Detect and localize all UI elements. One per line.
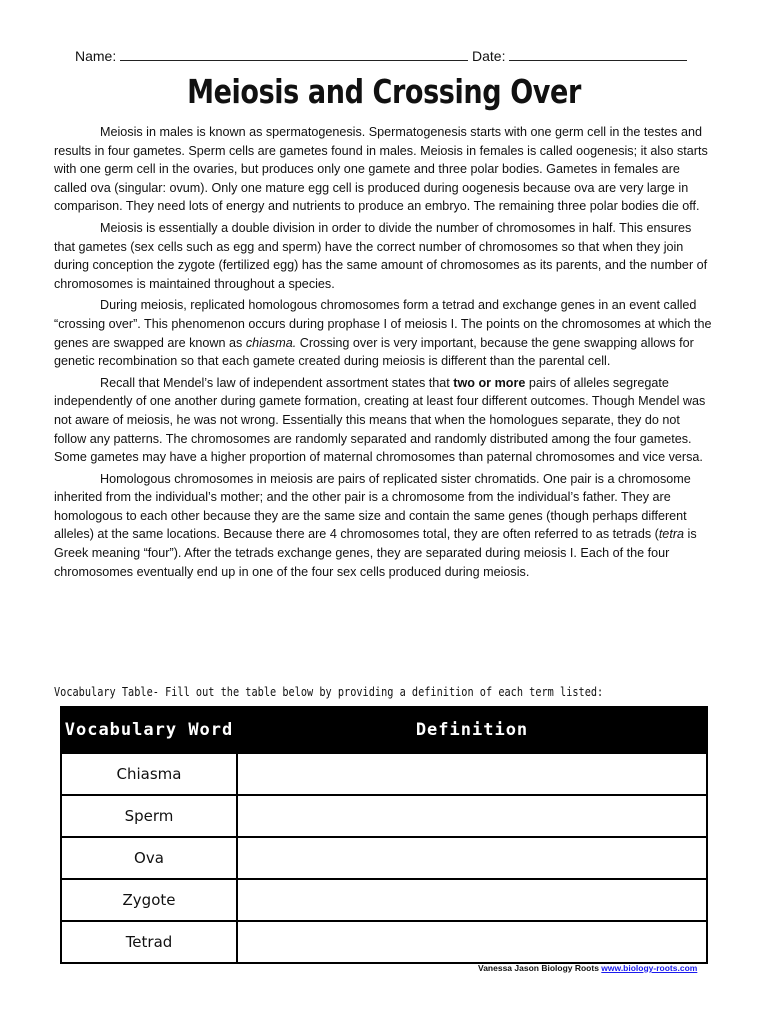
- vocab-word: Ova: [61, 837, 237, 879]
- paragraph-3-text-b: Crossing over is very important, because the gene swapping allows for genetic recombination so that each gamete created during meiosis is different than the parental cell.: [54, 335, 694, 369]
- definition-cell[interactable]: [237, 879, 707, 921]
- paragraph-4: [54, 374, 714, 467]
- definition-cell[interactable]: [237, 921, 707, 963]
- col-header-word: Vocabulary Word: [61, 707, 237, 753]
- table-row: [61, 795, 707, 837]
- paragraph-3: [54, 296, 714, 370]
- paragraph-4-text-a: Recall that Mendel’s law of independent assortment states that: [100, 375, 454, 390]
- date-field[interactable]: [509, 48, 687, 61]
- two-or-more-emphasis: two or more: [453, 375, 526, 390]
- vocab-table: [60, 706, 708, 964]
- paragraph-5-text-a: Homologous chromosomes in meiosis are pairs of replicated sister chromatids. One pair is a chromosome inherited from the individual’s mother; and the other pair is a chromosome from the individual’s father. They are homologous to each other because they are the same size and contain the same genes (though perhaps different alleles) at the same locations. Because there are 4 chromosomes total, they are often referred to as tetrads (: [54, 471, 691, 542]
- table-row: [61, 837, 707, 879]
- footer-credit: [478, 963, 697, 973]
- footer-link[interactable]: www.biology-roots.com: [601, 963, 698, 973]
- footer-author: Vanessa Jason Biology Roots: [478, 963, 602, 973]
- definition-cell[interactable]: [237, 753, 707, 795]
- paragraph-5-text-b: is Greek meaning “four”). After the tetrads exchange genes, they are separated during meiosis I. Each of the four chromosomes eventually end up in one of the four sex cells produced during meiosis.: [54, 527, 697, 579]
- table-row: [61, 879, 707, 921]
- chiasma-term: chiasma.: [245, 335, 297, 350]
- col-header-definition: Definition: [237, 707, 707, 753]
- vocab-word: Zygote: [61, 879, 237, 921]
- header-line: [75, 48, 695, 64]
- paragraph-2: Meiosis is essentially a double division in order to divide the number of chromosomes in half. This ensures that gametes (sex cells such as egg and sperm) have the correct number of chromosomes so that when they join during conception the zygote (fertilized egg) has the same amount of chromosomes as its parents, and the number of chromosomes is maintained throughout a species.: [54, 220, 708, 291]
- page-title: Meiosis and Crossing Over: [187, 72, 581, 111]
- vocab-word: Tetrad: [61, 921, 237, 963]
- paragraph-3-text-a: During meiosis, replicated homologous chromosomes form a tetrad and exchange genes in an event called “crossing over”. This phenomenon occurs during prophase I of meiosis I. The points on the chromosomes at which the genes are swapped are known as: [54, 298, 712, 350]
- vocab-word: Sperm: [61, 795, 237, 837]
- definition-cell[interactable]: [237, 837, 707, 879]
- date-label: Date:: [472, 48, 506, 64]
- name-field[interactable]: [120, 48, 468, 61]
- tetra-term: tetra: [658, 527, 685, 542]
- table-row: [61, 753, 707, 795]
- vocab-heading: Vocabulary Table- Fill out the table below by providing a definition of each term listed:: [54, 684, 604, 699]
- vocab-header-row: [61, 707, 707, 753]
- table-row: [61, 921, 707, 963]
- body-text: [54, 123, 714, 584]
- definition-cell[interactable]: [237, 795, 707, 837]
- paragraph-1: Meiosis in males is known as spermatogenesis. Spermatogenesis starts with one germ cell in the testes and results in four gametes. Sperm cells are gametes found in males. Meiosis in females is called oogenesis; it also starts with one germ cell in the ovaries, but produces only one gamete and three polar bodies. Gametes in females are called ova (singular: ovum). Only one mature egg cell is produced during oogenesis because ova are very large in comparison. They need lots of energy and nutrients to produce an embryo. The remaining three polar bodies die off.: [54, 125, 708, 214]
- name-label: Name:: [75, 48, 117, 64]
- paragraph-5: [54, 470, 714, 582]
- vocab-word: Chiasma: [61, 753, 237, 795]
- paragraph-4-text-b: pairs of alleles segregate independently of one another during gamete formation, creating at least four different outcomes. Though Mendel was not aware of meiosis, he was not wrong. Essentially this means that when the homologues separate, they do not follow any patterns. The chromosomes are randomly separated and randomly distributed among the four gametes. Some gametes may have a higher proportion of maternal chromosomes than paternal chromosomes and vice versa.: [54, 375, 706, 465]
